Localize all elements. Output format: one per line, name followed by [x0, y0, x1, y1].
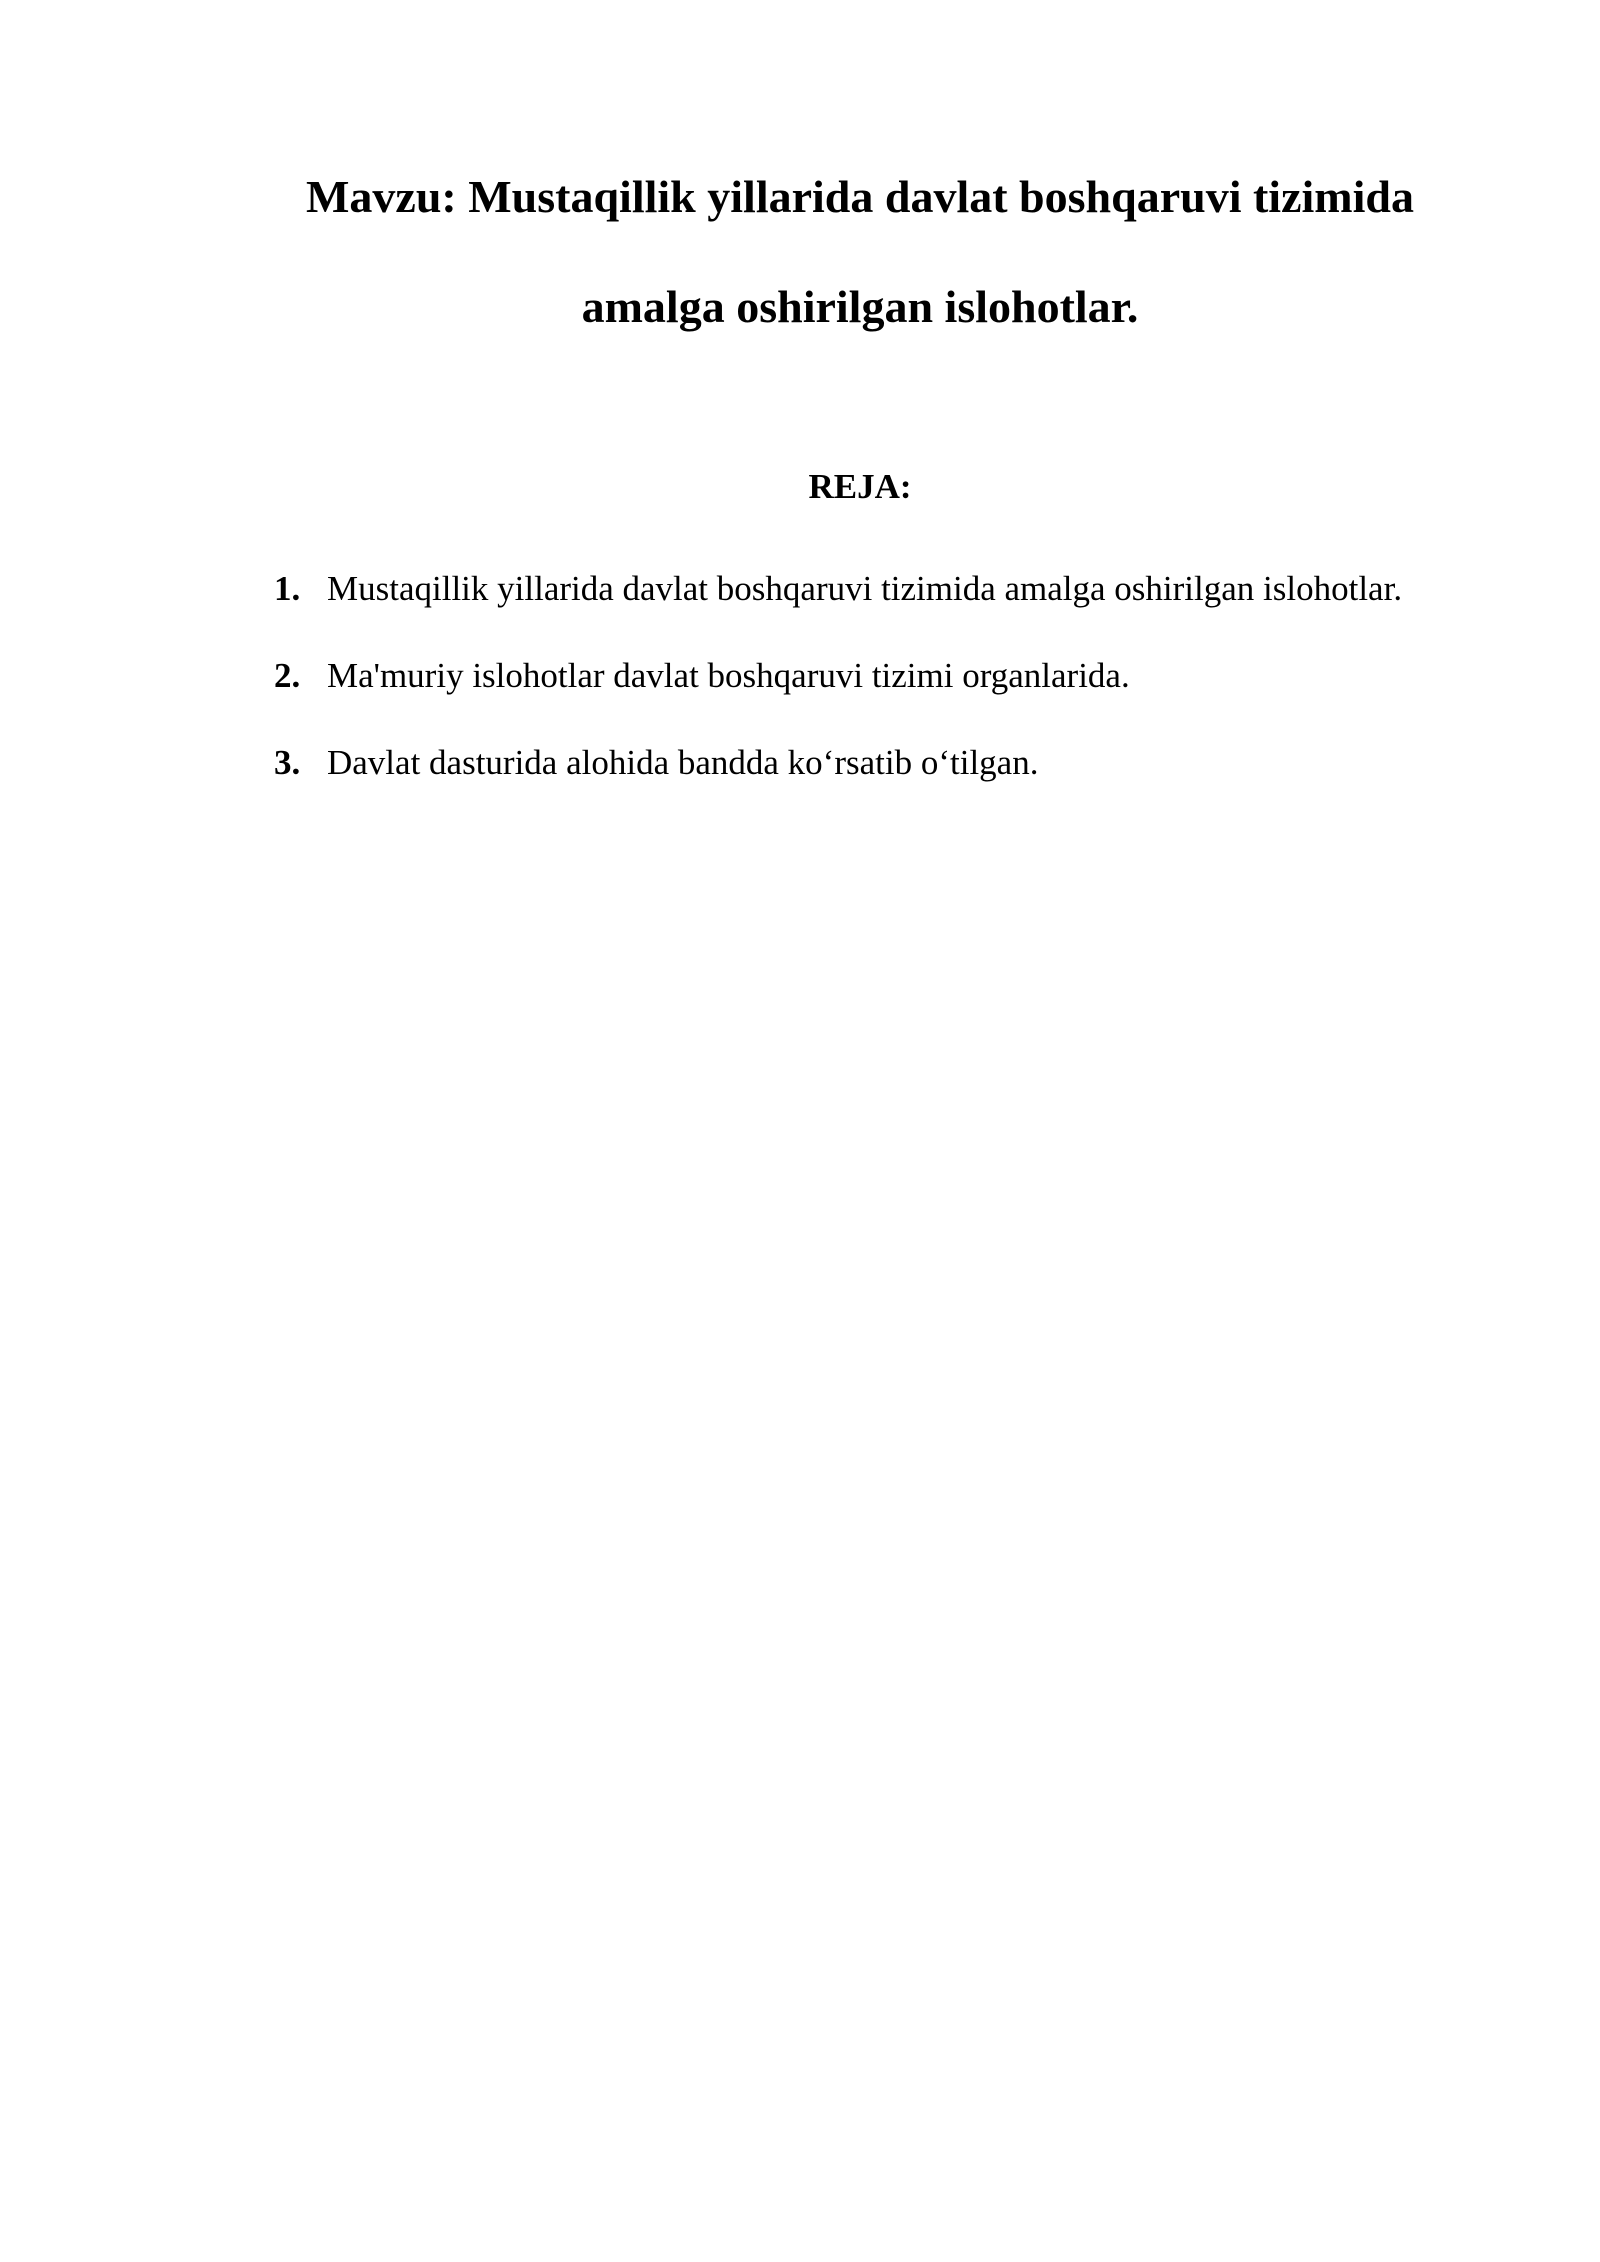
plan-item-text: Davlat dasturida alohida bandda ko‘rsatib o‘tilgan. — [327, 743, 1039, 782]
plan-item-number: 2. — [274, 656, 301, 695]
plan-item-text: Ma'muriy islohotlar davlat boshqaruvi tizimi organlarida. — [327, 656, 1130, 695]
plan-item-number: 3. — [274, 743, 301, 782]
plan-item-number: 1. — [274, 569, 301, 608]
title-line-2: amalga oshirilgan islohotlar. — [581, 281, 1139, 332]
plan-item-3 — [274, 719, 1474, 806]
plan-item-2 — [274, 632, 1474, 719]
title-line-1: Mavzu: Mustaqillik yillarida davlat boshqaruvi tizimida — [306, 171, 1414, 222]
plan-list — [274, 545, 1474, 806]
document-title — [240, 142, 1480, 362]
plan-item-text: Mustaqillik yillarida davlat boshqaruvi tizimida amalga oshirilgan islohotlar. — [327, 569, 1403, 608]
plan-item-1 — [274, 545, 1474, 632]
plan-heading: REJA: — [808, 467, 912, 506]
